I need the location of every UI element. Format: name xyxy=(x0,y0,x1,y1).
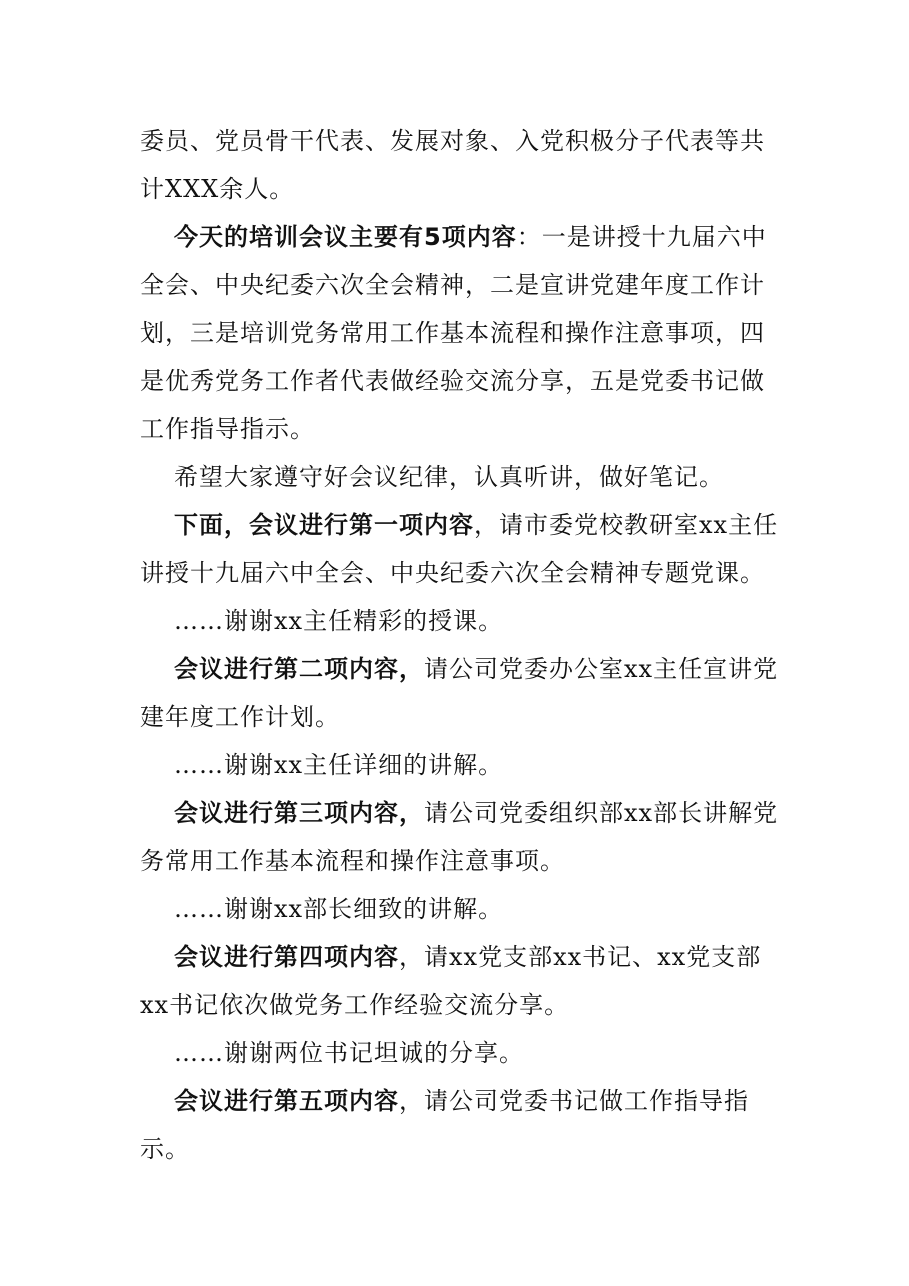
paragraph-attendees xyxy=(140,117,780,213)
paragraph-item-4 xyxy=(140,933,780,1029)
paragraph-text: ……谢谢两位书记坦诚的分享。 xyxy=(174,1039,524,1067)
paragraph-lead: 会议进行第三项内容， xyxy=(174,799,424,827)
paragraph-thanks-1 xyxy=(140,597,780,645)
paragraph-item-2 xyxy=(140,645,780,741)
paragraph-text: 请公司党委办公室xx主任宣讲党建年度工作计划。 xyxy=(140,655,779,731)
paragraph-agenda xyxy=(140,213,780,453)
paragraph-text: ，请公司党委书记做工作指导指示。 xyxy=(140,1087,749,1163)
paragraph-lead: 会议进行第四项内容 xyxy=(174,943,399,971)
paragraph-thanks-2 xyxy=(140,741,780,789)
paragraph-item-5 xyxy=(140,1077,780,1173)
paragraph-text: 委员、党员骨干代表、发展对象、入党积极分子代表等共计XXX余人。 xyxy=(140,127,765,203)
paragraph-lead: 会议进行第五项内容 xyxy=(174,1087,399,1115)
paragraph-text: ，请xx党支部xx书记、xx党支部xx书记依次做党务工作经验交流分享。 xyxy=(140,943,762,1019)
paragraph-text: ……谢谢xx部长细致的讲解。 xyxy=(174,895,504,923)
paragraph-lead: 今天的培训会议主要有5项内容 xyxy=(174,223,517,251)
paragraph-text: 希望大家遵守好会议纪律，认真听讲，做好笔记。 xyxy=(174,463,724,491)
document-body xyxy=(140,117,780,1173)
paragraph-lead: 会议进行第二项内容， xyxy=(174,655,424,683)
paragraph-text: ……谢谢xx主任详细的讲解。 xyxy=(174,751,504,779)
paragraph-thanks-3 xyxy=(140,885,780,933)
paragraph-text: ，请市委党校教研室xx主任讲授十九届六中全会、中央纪委六次全会精神专题党课。 xyxy=(140,511,779,587)
paragraph-discipline xyxy=(140,453,780,501)
paragraph-item-1 xyxy=(140,501,780,597)
paragraph-text: 请公司党委组织部xx部长讲解党务常用工作基本流程和操作注意事项。 xyxy=(140,799,779,875)
paragraph-text: ……谢谢xx主任精彩的授课。 xyxy=(174,607,504,635)
paragraph-thanks-4 xyxy=(140,1029,780,1077)
paragraph-item-3 xyxy=(140,789,780,885)
paragraph-lead: 下面，会议进行第一项内容 xyxy=(174,511,474,539)
paragraph-text: ：一是讲授十九届六中全会、中央纪委六次全会精神，二是宣讲党建年度工作计划，三是培训党务常用工作基本流程和操作注意事项，四是优秀党务工作者代表做经验交流分享，五是党委书记做工作指导指示。 xyxy=(140,223,767,443)
